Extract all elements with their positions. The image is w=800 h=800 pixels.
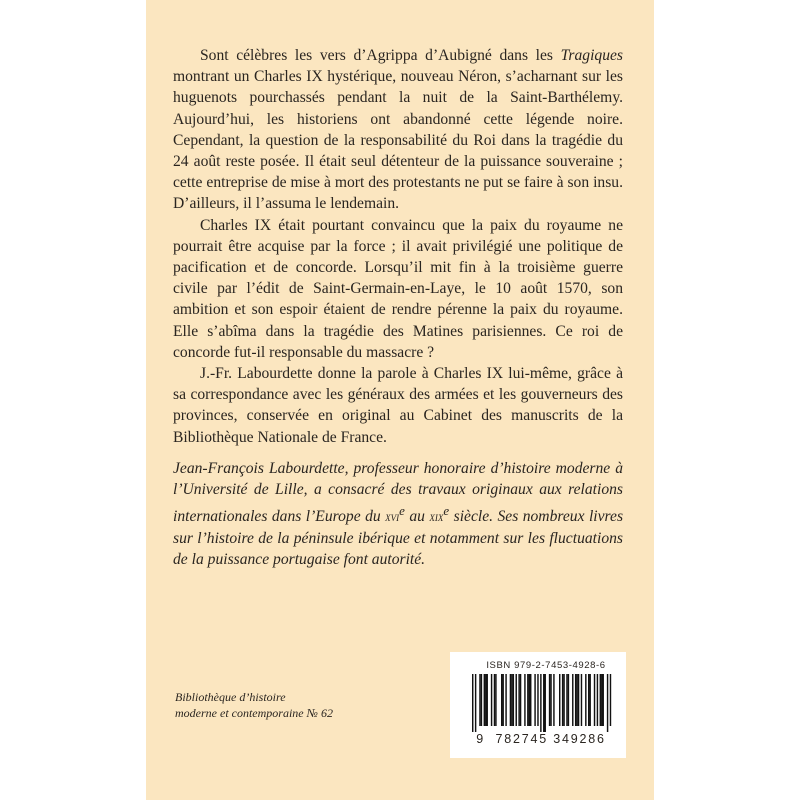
barcode-bar [553, 674, 554, 726]
barcode-bar [516, 674, 517, 726]
bio-century-16-suffix: e [399, 503, 405, 519]
barcode-bar [495, 674, 496, 726]
barcode-bar [589, 674, 590, 726]
barcode-bar [527, 674, 528, 726]
barcode-bar [581, 674, 582, 726]
series-line-1: Bibliothèque d’histoire [175, 690, 286, 704]
blurb-paragraph-3: J.-Fr. Labourdette donne la parole à Charles IX lui-même, grâce à sa correspondance avec les généraux des armées et les gouverneurs des provinces, conservée en original au Cabinet des manuscrits de la Bibliothèque Nationale de France. [173, 365, 623, 446]
barcode-bar [524, 674, 525, 726]
series-name [175, 690, 405, 721]
barcode-bar [537, 674, 538, 726]
blurb-p1-text-a: Sont célèbres les vers d’Agrippa d’Aubigné dans les [200, 47, 561, 64]
barcode-bar [572, 674, 573, 726]
bio-century-19-suffix: e [443, 503, 450, 519]
ean-left-group: 782745 [495, 732, 549, 746]
barcode-bar [588, 674, 589, 726]
barcode-bar [475, 674, 476, 732]
barcode-bar [597, 674, 598, 726]
barcode-bar [491, 674, 492, 726]
series-line-2: moderne et contemporaine № 62 [175, 705, 333, 720]
barcode-bar [529, 674, 530, 726]
barcode-bar [484, 674, 485, 726]
ean-digits [456, 732, 626, 746]
blurb-paragraph-2: Charles IX était pourtant convaincu que la paix du royaume ne pourrait être acquise par la force ; il avait privilégié une politique de pacification et de concorde. Lorsqu’il mit fin à la troisième guerre civile par l’édit de Saint-Germain-en-Laye, le 10 août 1570, son ambition et son espoir étaient de rendre pérenne la paix du royaume. Elle s’abîma dans la tragédie des Matines parisiennes. Ce roi de concorde fut-il responsable du massacre ? [173, 216, 623, 361]
bio-century-19: xix [429, 509, 444, 525]
barcode-bar [518, 674, 519, 726]
barcode-bar [540, 674, 541, 732]
barcode-bar [511, 674, 512, 726]
barcode-bar [549, 674, 550, 726]
barcode-bar [603, 674, 604, 726]
bio-century-16: xvi [385, 509, 400, 525]
barcode-bar [501, 674, 502, 726]
isbn-label: ISBN 979-2-7453-4928-6 [486, 660, 606, 671]
barcode-bar [566, 674, 567, 726]
barcode-bar [520, 674, 521, 726]
barcode-bar [545, 674, 546, 732]
barcode-bar [610, 674, 611, 726]
barcode-bar [479, 674, 480, 726]
barcode-bar [481, 674, 482, 726]
blurb-p1-text-b: montrant un Charles IX hystérique, nouveau Néron, s’acharnant sur les huguenots pourchassés pendant la nuit de la Saint-Barthélemy. Aujourd’hui, les historiens ont abandonné cette légende noire. Cependant, la question de la responsabilité du Roi dans la tragédie du 24 août reste posée. Il était seul détenteur de la puissance souveraine ; cette entreprise de mise à mort des protestants ne put se faire à son insu. D’ailleurs, il l’assuma le lendemain. [173, 68, 623, 213]
barcode-bar [563, 674, 564, 726]
barcode-bar [543, 674, 544, 732]
barcode-bar [594, 674, 595, 726]
barcode-bar [534, 674, 535, 726]
barcode-bar [576, 674, 577, 726]
blurb-paragraph-1 [173, 45, 623, 215]
barcode-bar [600, 674, 601, 726]
barcode-bar [502, 674, 503, 726]
barcode-bar [485, 674, 486, 726]
barcode-bar [559, 674, 560, 726]
bio-text-b: au [404, 508, 430, 526]
bio-text-a: Jean-François Labourdette, professeur honoraire d’histoire moderne à l’Université de Lille, a consacré des travaux originaux aux relations internationales dans l’Europe du [173, 460, 623, 526]
blurb-p1-title-italic: Tragiques [560, 47, 623, 64]
ean-right-group: 349286 [553, 732, 606, 746]
barcode-bar [472, 674, 473, 732]
barcode-panel [450, 652, 626, 758]
barcode-bar [568, 674, 569, 726]
barcode-bar [585, 674, 586, 726]
barcode-bar [575, 674, 576, 726]
back-cover-blurb [173, 45, 623, 448]
barcode-bar [601, 674, 602, 726]
barcode-bar [505, 674, 506, 726]
barcode-bar [510, 674, 511, 726]
barcode-bar [562, 674, 563, 726]
barcode-bar [494, 674, 495, 726]
barcode-bar [530, 674, 531, 726]
ean-barcode [472, 674, 614, 732]
barcode-bar [607, 674, 608, 732]
bio-text-c: siècle. Ses nombreux livres sur l’histoire de la péninsule ibérique et notamment sur les fluctuations de la puissance portugaise font autorité. [173, 508, 624, 568]
barcode-bar [550, 674, 551, 726]
barcode-bar [578, 674, 579, 726]
barcode-bar [513, 674, 514, 726]
ean-first-digit: 9 [476, 732, 485, 746]
barcode-bar [487, 674, 488, 726]
author-bio [173, 458, 623, 570]
